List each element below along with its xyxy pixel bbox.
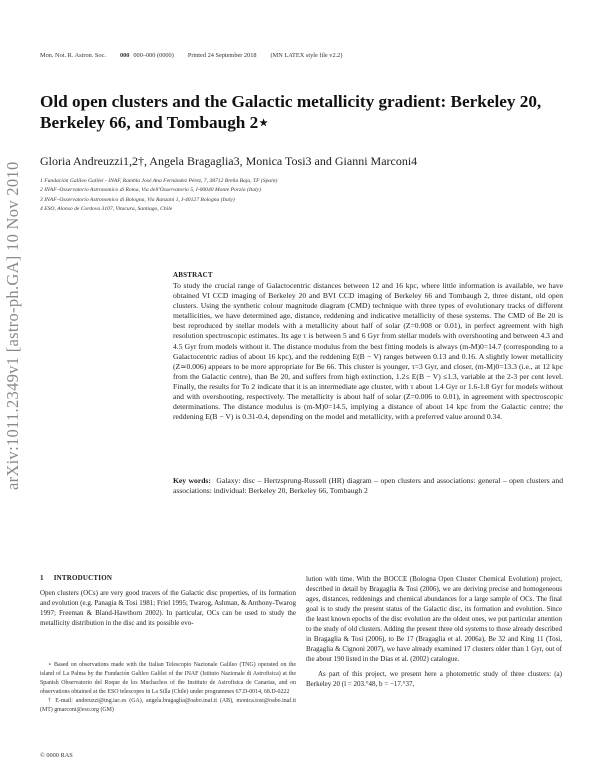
journal-pages: 000–000 (0000): [133, 52, 174, 59]
affiliations: [40, 177, 560, 214]
intro-paragraph: As part of this project, we present here a photometric study of three clusters: (a) Berkeley 20 (l = 203.°48, b = −17.°37,: [306, 670, 562, 688]
paper-title: Old open clusters and the Galactic metallicity gradient: Berkeley 20, Berkeley 66, and Tombaugh 2⋆: [40, 92, 542, 132]
footnote-observations: ⋆ Based on observations made with the Italian Telescopio Nazionale Galileo (TNG) operated on the island of La Palma by the Fundación Galileo Galilei of the INAF (Istituto Nazionale di Astrofisica) at the Spanish Observatorio del Roque de los Muchachos of the Instituto de Astrofisica de Canarias, and on observations obtained at the ESO telescopes in La Silla (Chile) under programmes 67.D-0014, 68.D-0222: [40, 662, 296, 695]
keywords-label: Key words:: [173, 476, 211, 485]
author-list: Gloria Andreuzzi1,2†, Angela Bragaglia3, Monica Tosi3 and Gianni Marconi4: [40, 154, 418, 168]
copyright: © 0000 RAS: [40, 752, 73, 759]
printed-date: Printed 24 September 2018: [187, 52, 257, 59]
running-header: [40, 52, 356, 59]
abstract-heading: ABSTRACT: [173, 271, 213, 279]
footnotes: [40, 661, 296, 714]
abstract-text: To study the crucial range of Galactocentric distances between 12 and 16 kpc, where little information is available, we have obtained VI CCD imaging of Berkeley 20 and BVI CCD imaging of Berkeley 66 and Tombaugh 2, three distant, old open clusters. Using the synthetic colour magnitude diagram (CMD) technique with three types of evolutionary tracks of different metallicities, we have determined age, distance, reddening and indicative metallicity of these systems. The CMD of Be 20 is best reproduced by stellar models with a metallicity about half of solar (Z=0.008 or 0.01), in perfect agreement with high resolution spectroscopic estimates. Its age τ is between 5 and 6 Gyr from stellar models with overshooting and between 4.3 and 4.5 Gyr from models without it. The distance modulus from the best fitting models is always (m-M)0=14.7 (corresponding to a Galactocentric radius of about 16 kpc), and the reddening E(B − V) ranges between 0.13 and 0.16. A slightly lower metallicity (Z≃0.006) appears to be more appropriate for Be 66. This cluster is younger, τ=3 Gyr, and closer, (m-M)0=13.3 (i.e., at 12 kpc from the Galactic centre), than Be 20, and suffers from high extinction, 1.2≤ E(B − V) ≤1.3, variable at the 2-3 per cent level. Finally, the results for To 2 indicate that it is an intermediate age cluster, with τ about 1.4 Gyr or 1.6-1.8 Gyr for models without and with overshooting, respectively. The metallicity is about half of solar (Z=0.006 to 0.01), in agreement with spectroscopic determinations. The distance modulus is (m-M)0=14.5, implying a distance of about 14 kpc from the Galactic centre; the reddening E(B − V) is 0.31-0.4, depending on the model and metallicity, with a preferred value around 0.34.: [173, 281, 563, 422]
intro-left-column: Open clusters (OCs) are very good tracers of the Galactic disc properties, of its formation and evolution (e.g. Panagia & Tosi 1981; Friel 1995; Twarog, Ashman, & Anthony-Twarog 1997; Freeman & Bland-Hawthorn 2002). In particular, OCs can be used to study the metallicity distribution in the disc and its possible evo-: [40, 589, 296, 627]
affiliation: 2 INAF–Osservatorio Astronomico di Roma, Via dell'Osservatorio 5, I-00040 Monte Porzio (Italy): [40, 187, 261, 194]
section-title: INTRODUCTION: [53, 574, 113, 582]
footnote-email: † E-mail: andreuzzi@tng.iac.es (GA), angela.bragaglia@oabo.inaf.it (AB), monica.tosi@oabo.inaf.it (MT) gmarconi@eso.org (GM): [40, 697, 296, 713]
affiliation: 1 Fundación Galileo Galilei - INAF, Rambla José Ana Fernández Pérez, 7, 38712 Breña Baja, TF (Spain): [40, 178, 278, 184]
journal-volume: 000: [119, 52, 130, 59]
journal-name: Mon. Not. R. Astron. Soc.: [40, 52, 106, 59]
section-number: 1: [40, 574, 44, 582]
intro-right-column: [306, 574, 562, 689]
section-heading: [40, 574, 122, 582]
keywords-text: Galaxy: disc – Hertzsprung-Russell (HR) diagram – open clusters and associations: general – open clusters and associations: individual: Berkeley 20, Berkeley 66, Tombaugh 2: [173, 476, 563, 496]
keywords: [173, 476, 563, 496]
affiliation: 3 INAF–Osservatorio Astronomico di Bologna, Via Ranzani 1, I-40127 Bologna (Italy): [40, 196, 235, 203]
intro-paragraph: lution with time. With the BOCCE (Bologna Open Cluster Chemical Evolution) project, described in detail by Bragaglia & Tosi (2006), we are deriving precise and homogeneous ages, distances, reddenings and chemical abundances for a large sample of OCs. The final goal is to study the present status of the Galactic disc, its formation and evolution. Since the least known epochs of the disc evolution are the oldest ones, we put particular attention to the study of old clusters. Adding the present three old systems to those already described in Bragaglia & Tosi (2006), to Be 17 (Bragaglia et al. 2006a), Be 32 and King 11 (Tosi, Bragaglia & Cignoni 2007), we have already examined 17 clusters older than 1 Gyr, out of the about 190 listed in the Dias et al. (2002) catalogue.: [306, 575, 562, 663]
affiliation: 4 ESO, Alonso de Cordova 3107, Vitacura, Santiago, Chile: [40, 205, 173, 212]
arxiv-stamp: arXiv:1011.2349v1 [astro-ph.GA] 10 Nov 2010: [3, 161, 22, 490]
style-file: (MN LATEX style file v2.2): [270, 52, 343, 59]
